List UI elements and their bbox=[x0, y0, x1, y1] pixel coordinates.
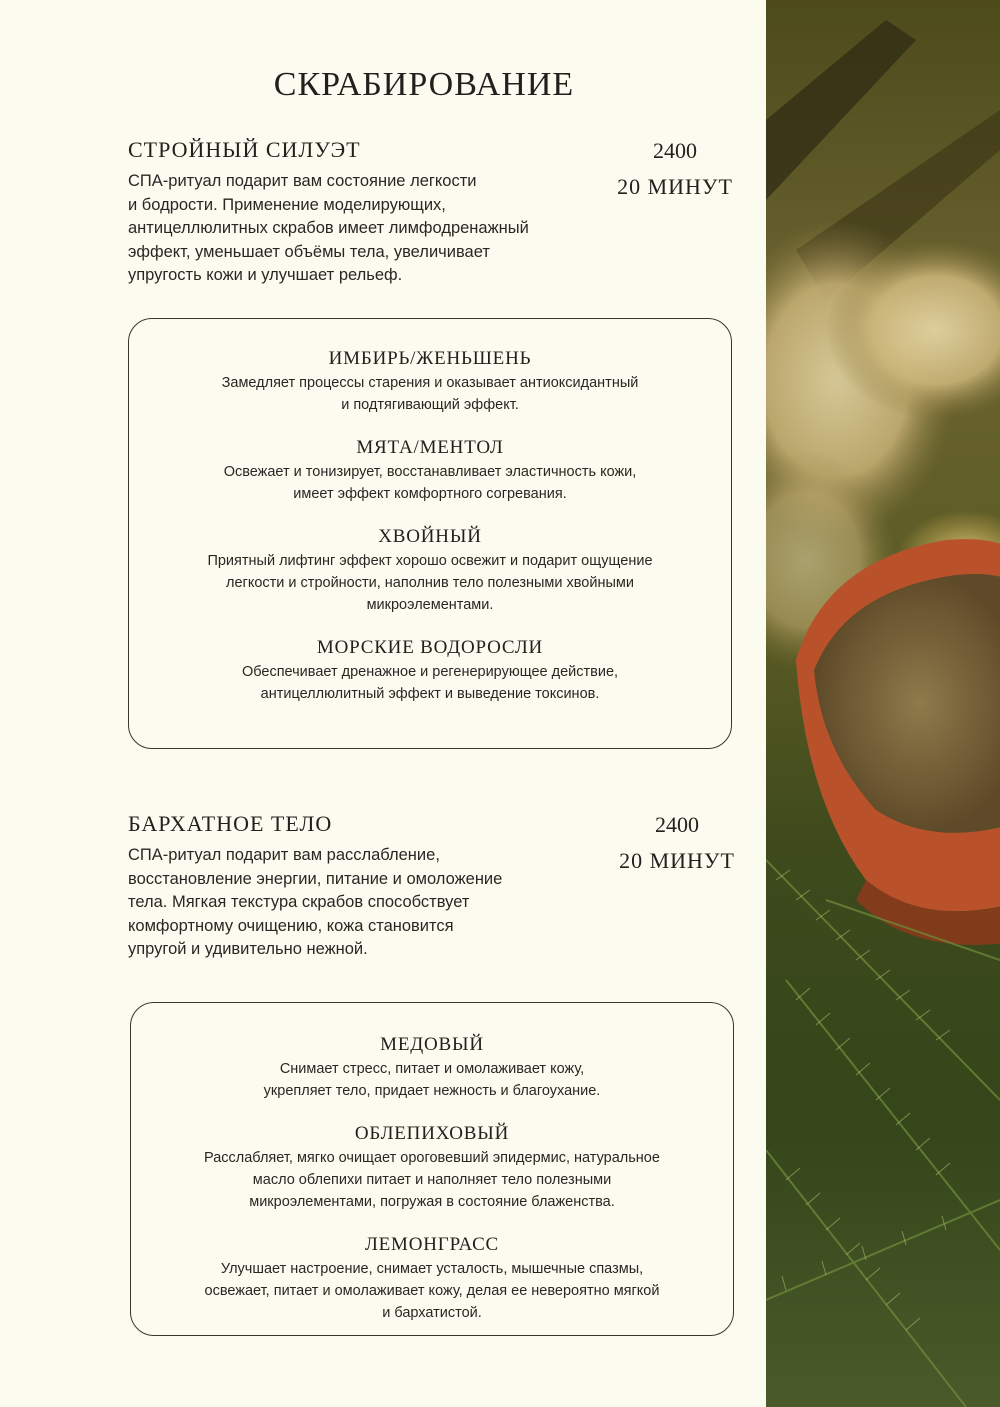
description-line: СПА-ритуал подарит вам состояние легкости bbox=[128, 172, 477, 190]
option-line: Обеспечивает дренажное и регенерирующее действие, bbox=[241, 664, 619, 680]
option-line: укрепляет тело, придает нежность и благоухание. bbox=[263, 1083, 601, 1099]
options-box bbox=[130, 1002, 734, 1336]
option-line: антицеллюлитный эффект и выведение токсинов. bbox=[260, 686, 600, 702]
scrub-bowl-photo-image bbox=[766, 0, 1000, 1407]
service-description bbox=[128, 844, 568, 962]
option-line: легкости и стройности, наполнив тело полезными хвойными bbox=[226, 575, 634, 591]
page-title: СКРАБИРОВАНИЕ bbox=[273, 66, 575, 103]
option-line: освежает, питает и омолаживает кожу, делая ее невероятно мягкой bbox=[204, 1283, 660, 1299]
scrub-option bbox=[129, 347, 731, 416]
option-name: ХВОЙНЫЙ bbox=[378, 526, 482, 547]
description-line: эффект, уменьшает объёмы тела, увеличивает bbox=[128, 242, 490, 261]
service-price: 2400 bbox=[655, 812, 699, 837]
description-line: антицеллюлитных скрабов имеет лимфодренажный bbox=[128, 219, 529, 237]
service-price: 2400 bbox=[653, 138, 697, 163]
option-line: микроэлементами, погружая в состояние блаженства. bbox=[249, 1194, 615, 1210]
option-description bbox=[131, 1147, 733, 1213]
service-duration: 20 МИНУТ bbox=[619, 848, 735, 873]
price-block bbox=[602, 810, 752, 876]
option-line: имеет эффект комфортного согревания. bbox=[293, 486, 567, 502]
option-description bbox=[131, 1258, 733, 1324]
scrub-option bbox=[129, 636, 731, 705]
option-line: Снимает стресс, питает и омолаживает кожу, bbox=[279, 1061, 585, 1077]
option-line: Приятный лифтинг эффект хорошо освежит и подарит ощущение bbox=[207, 553, 653, 569]
description-line: комфортному очищению, кожа становится bbox=[128, 916, 454, 935]
option-line: масло облепихи питает и наполняет тело полезными bbox=[252, 1172, 612, 1188]
description-line: упругость кожи и улучшает рельеф. bbox=[128, 266, 403, 284]
option-line: Замедляет процессы старения и оказывает антиоксидантный bbox=[221, 375, 639, 391]
option-name: МОРСКИЕ ВОДОРОСЛИ bbox=[316, 637, 544, 658]
option-line: и подтягивающий эффект. bbox=[341, 397, 519, 413]
description-line: и бодрости. Применение моделирующих, bbox=[128, 195, 446, 214]
options-box bbox=[128, 318, 732, 749]
service-duration: 20 МИНУТ bbox=[617, 174, 733, 199]
option-line: Освежает и тонизирует, восстанавливает эластичность кожи, bbox=[223, 464, 637, 480]
scrub-option bbox=[131, 1233, 733, 1324]
option-name: МЕДОВЫЙ bbox=[380, 1034, 484, 1055]
option-description bbox=[131, 1058, 733, 1102]
service-name: БАРХАТНОЕ ТЕЛО bbox=[128, 811, 333, 836]
option-description bbox=[129, 372, 731, 416]
service-description bbox=[128, 170, 568, 288]
description-line: СПА-ритуал подарит вам расслабление, bbox=[128, 846, 440, 864]
option-name: ИМБИРЬ/ЖЕНЬШЕНЬ bbox=[328, 348, 532, 369]
option-line: Расслабляет, мягко очищает ороговевший эпидермис, натуральное bbox=[204, 1150, 660, 1166]
scrub-option bbox=[131, 1033, 733, 1102]
decorative-photo bbox=[766, 0, 1000, 1407]
description-line: упругой и удивительно нежной. bbox=[128, 940, 368, 958]
scrub-option bbox=[129, 436, 731, 505]
price-block bbox=[600, 136, 750, 202]
option-description bbox=[129, 661, 731, 705]
option-name: ЛЕМОНГРАСС bbox=[364, 1234, 500, 1255]
option-description bbox=[129, 461, 731, 505]
option-line: и бархатистой. bbox=[382, 1305, 482, 1321]
description-line: восстановление энергии, питание и омоложение bbox=[128, 869, 503, 888]
scrub-option bbox=[129, 525, 731, 616]
service-name: СТРОЙНЫЙ СИЛУЭТ bbox=[128, 137, 361, 162]
scrub-option bbox=[131, 1122, 733, 1213]
option-name: ОБЛЕПИХОВЫЙ bbox=[354, 1123, 510, 1144]
option-description bbox=[129, 550, 731, 616]
description-line: тела. Мягкая текстура скрабов способствует bbox=[128, 893, 470, 911]
option-line: Улучшает настроение, снимает усталость, мышечные спазмы, bbox=[220, 1261, 644, 1277]
option-name: МЯТА/МЕНТОЛ bbox=[356, 437, 504, 458]
option-line: микроэлементами. bbox=[366, 597, 494, 613]
